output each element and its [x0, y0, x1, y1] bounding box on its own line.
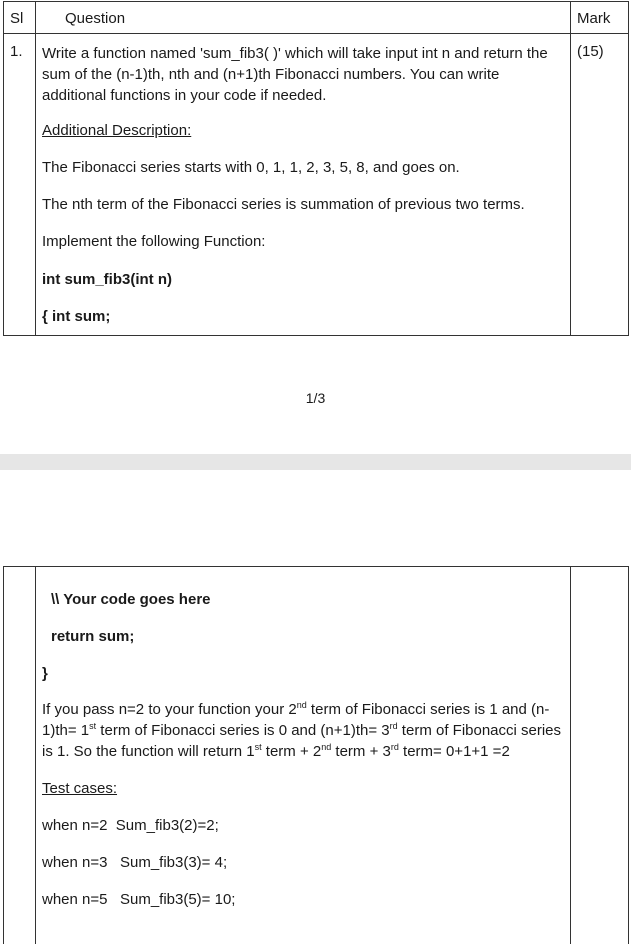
header-sl: Sl: [4, 2, 36, 34]
description-nth-term: The nth term of the Fibonacci series is summation of previous two terms.: [42, 196, 525, 213]
table-row: [4, 34, 629, 336]
code-comment: \\ Your code goes here: [51, 591, 211, 608]
question-table-continued: [3, 566, 629, 944]
table-row: [4, 567, 629, 944]
test-case: when n=2 Sum_fib3(2)=2;: [42, 817, 219, 834]
additional-description-heading: Additional Description:: [42, 122, 192, 139]
function-body-open: { int sum;: [42, 308, 111, 325]
test-case: when n=5 Sum_fib3(5)= 10;: [42, 891, 236, 908]
implement-label: Implement the following Function:: [42, 233, 266, 250]
row-mark-empty: [571, 567, 629, 944]
row-mark: (15): [571, 34, 629, 336]
header-mark: Mark: [571, 2, 629, 34]
test-case: when n=3 Sum_fib3(3)= 4;: [42, 854, 228, 871]
header-question: Question: [36, 2, 571, 34]
question-table: [3, 1, 629, 336]
description-series: The Fibonacci series starts with 0, 1, 1, 2, 3, 5, 8, and goes on.: [42, 159, 460, 176]
document-page-1: [0, 0, 631, 454]
page-number: 1/3: [305, 390, 326, 406]
example-explanation: If you pass n=2 to your function your 2nd term of Fibonacci series is 1 and (n-1)th= 1st term of Fibonacci series is 0 and (n+1)th= 3rd term of Fibonacci series is 1. So the function will return 1st term + 2nd term + 3rd term= 0+1+1 =2: [42, 700, 562, 760]
row-sl-empty: [4, 567, 36, 944]
row-sl: 1.: [4, 34, 36, 336]
document-page-2: [0, 470, 631, 944]
question-cell: [36, 34, 571, 336]
return-statement: return sum;: [51, 628, 135, 645]
closing-brace: }: [42, 665, 48, 682]
question-intro: Write a function named 'sum_fib3( )' which will take input int n and return the sum of the (n-1)th, nth and (n+1)th Fibonacci numbers. You can write additional functions in your code if needed.: [42, 45, 548, 104]
page-separator: [0, 454, 631, 470]
table-header-row: [4, 2, 629, 34]
question-cell-continued: [36, 567, 571, 944]
test-cases-heading: Test cases:: [42, 780, 118, 797]
function-signature: int sum_fib3(int n): [42, 271, 172, 288]
